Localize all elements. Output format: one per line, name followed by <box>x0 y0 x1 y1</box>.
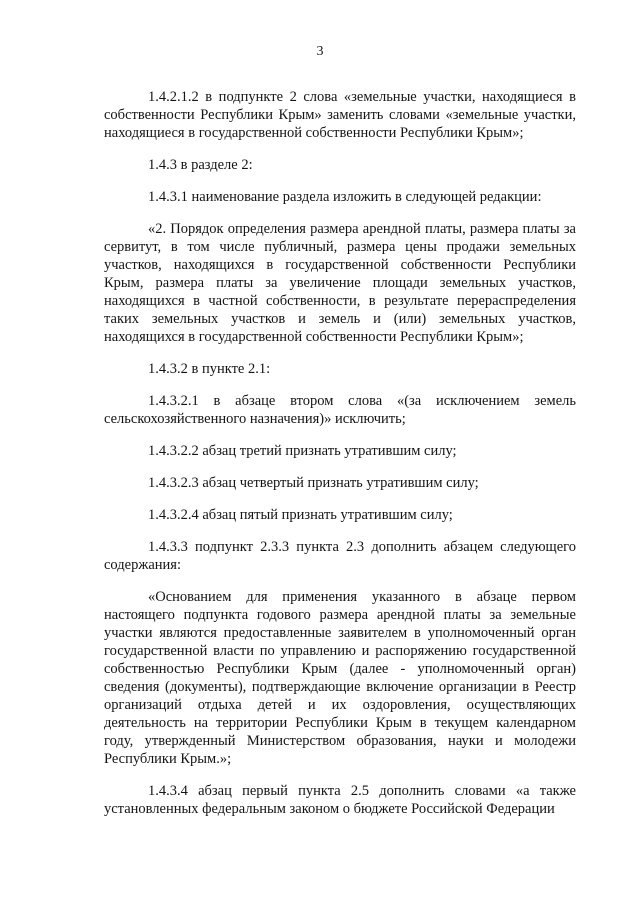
paragraph-section-2-title: «2. Порядок определения размера арендной платы, размера платы за сервитут, в том числе публичный, размера цены продажи земельных участков, находящихся в государственной собственности Республики Крым, размера платы за увеличение площади земельных участков, находящихся в частной собственности, в результате перераспределения таких земельных участков и земель и (или) земельных участков, находящихся в государственной собственности Республики Крым»; <box>104 221 576 345</box>
paragraph-1-4-3-2-3: 1.4.3.2.3 абзац четвертый признать утратившим силу; <box>148 475 479 491</box>
paragraph-1-4-2-1-2: 1.4.2.1.2 в подпункте 2 слова «земельные участки, находящиеся в собственности Республики Крым» заменить словами «земельные участки, находящиеся в государственной собственности Республики Крым»; <box>104 89 576 141</box>
paragraph-quoted-basis: «Основанием для применения указанного в абзаце первом настоящего подпункта годового размера арендной платы за земельные участки являются предоставленные заявителем в уполномоченный орган государственной власти по управлению и распоряжению государственной собственностью Республики Крым (далее - уполномоченный орган) сведения (документы), подтверждающие включение организации в Реестр организаций отдыха детей и их оздоровления, осуществляющих деятельность на территории Республики Крым в текущем календарном году, утвержденный Министерством образования, науки и молодежи Республики Крым.»; <box>104 589 576 767</box>
paragraph-1-4-3-3: 1.4.3.3 подпункт 2.3.3 пункта 2.3 дополнить абзацем следующего содержания: <box>104 539 576 573</box>
document-body <box>104 88 576 832</box>
paragraph-1-4-3-1: 1.4.3.1 наименование раздела изложить в следующей редакции: <box>148 189 542 205</box>
paragraph-1-4-3: 1.4.3 в разделе 2: <box>148 157 253 173</box>
paragraph-1-4-3-2: 1.4.3.2 в пункте 2.1: <box>148 361 271 377</box>
page-number: 3 <box>316 44 324 59</box>
paragraph-1-4-3-4: 1.4.3.4 абзац первый пункта 2.5 дополнить словами «а также установленных федеральным законом о бюджете Российской Федерации <box>104 783 576 817</box>
paragraph-1-4-3-2-2: 1.4.3.2.2 абзац третий признать утратившим силу; <box>148 443 457 459</box>
paragraph-1-4-3-2-4: 1.4.3.2.4 абзац пятый признать утратившим силу; <box>148 507 453 523</box>
paragraph-1-4-3-2-1: 1.4.3.2.1 в абзаце втором слова «(за исключением земель сельскохозяйственного назначения)» исключить; <box>104 393 576 427</box>
